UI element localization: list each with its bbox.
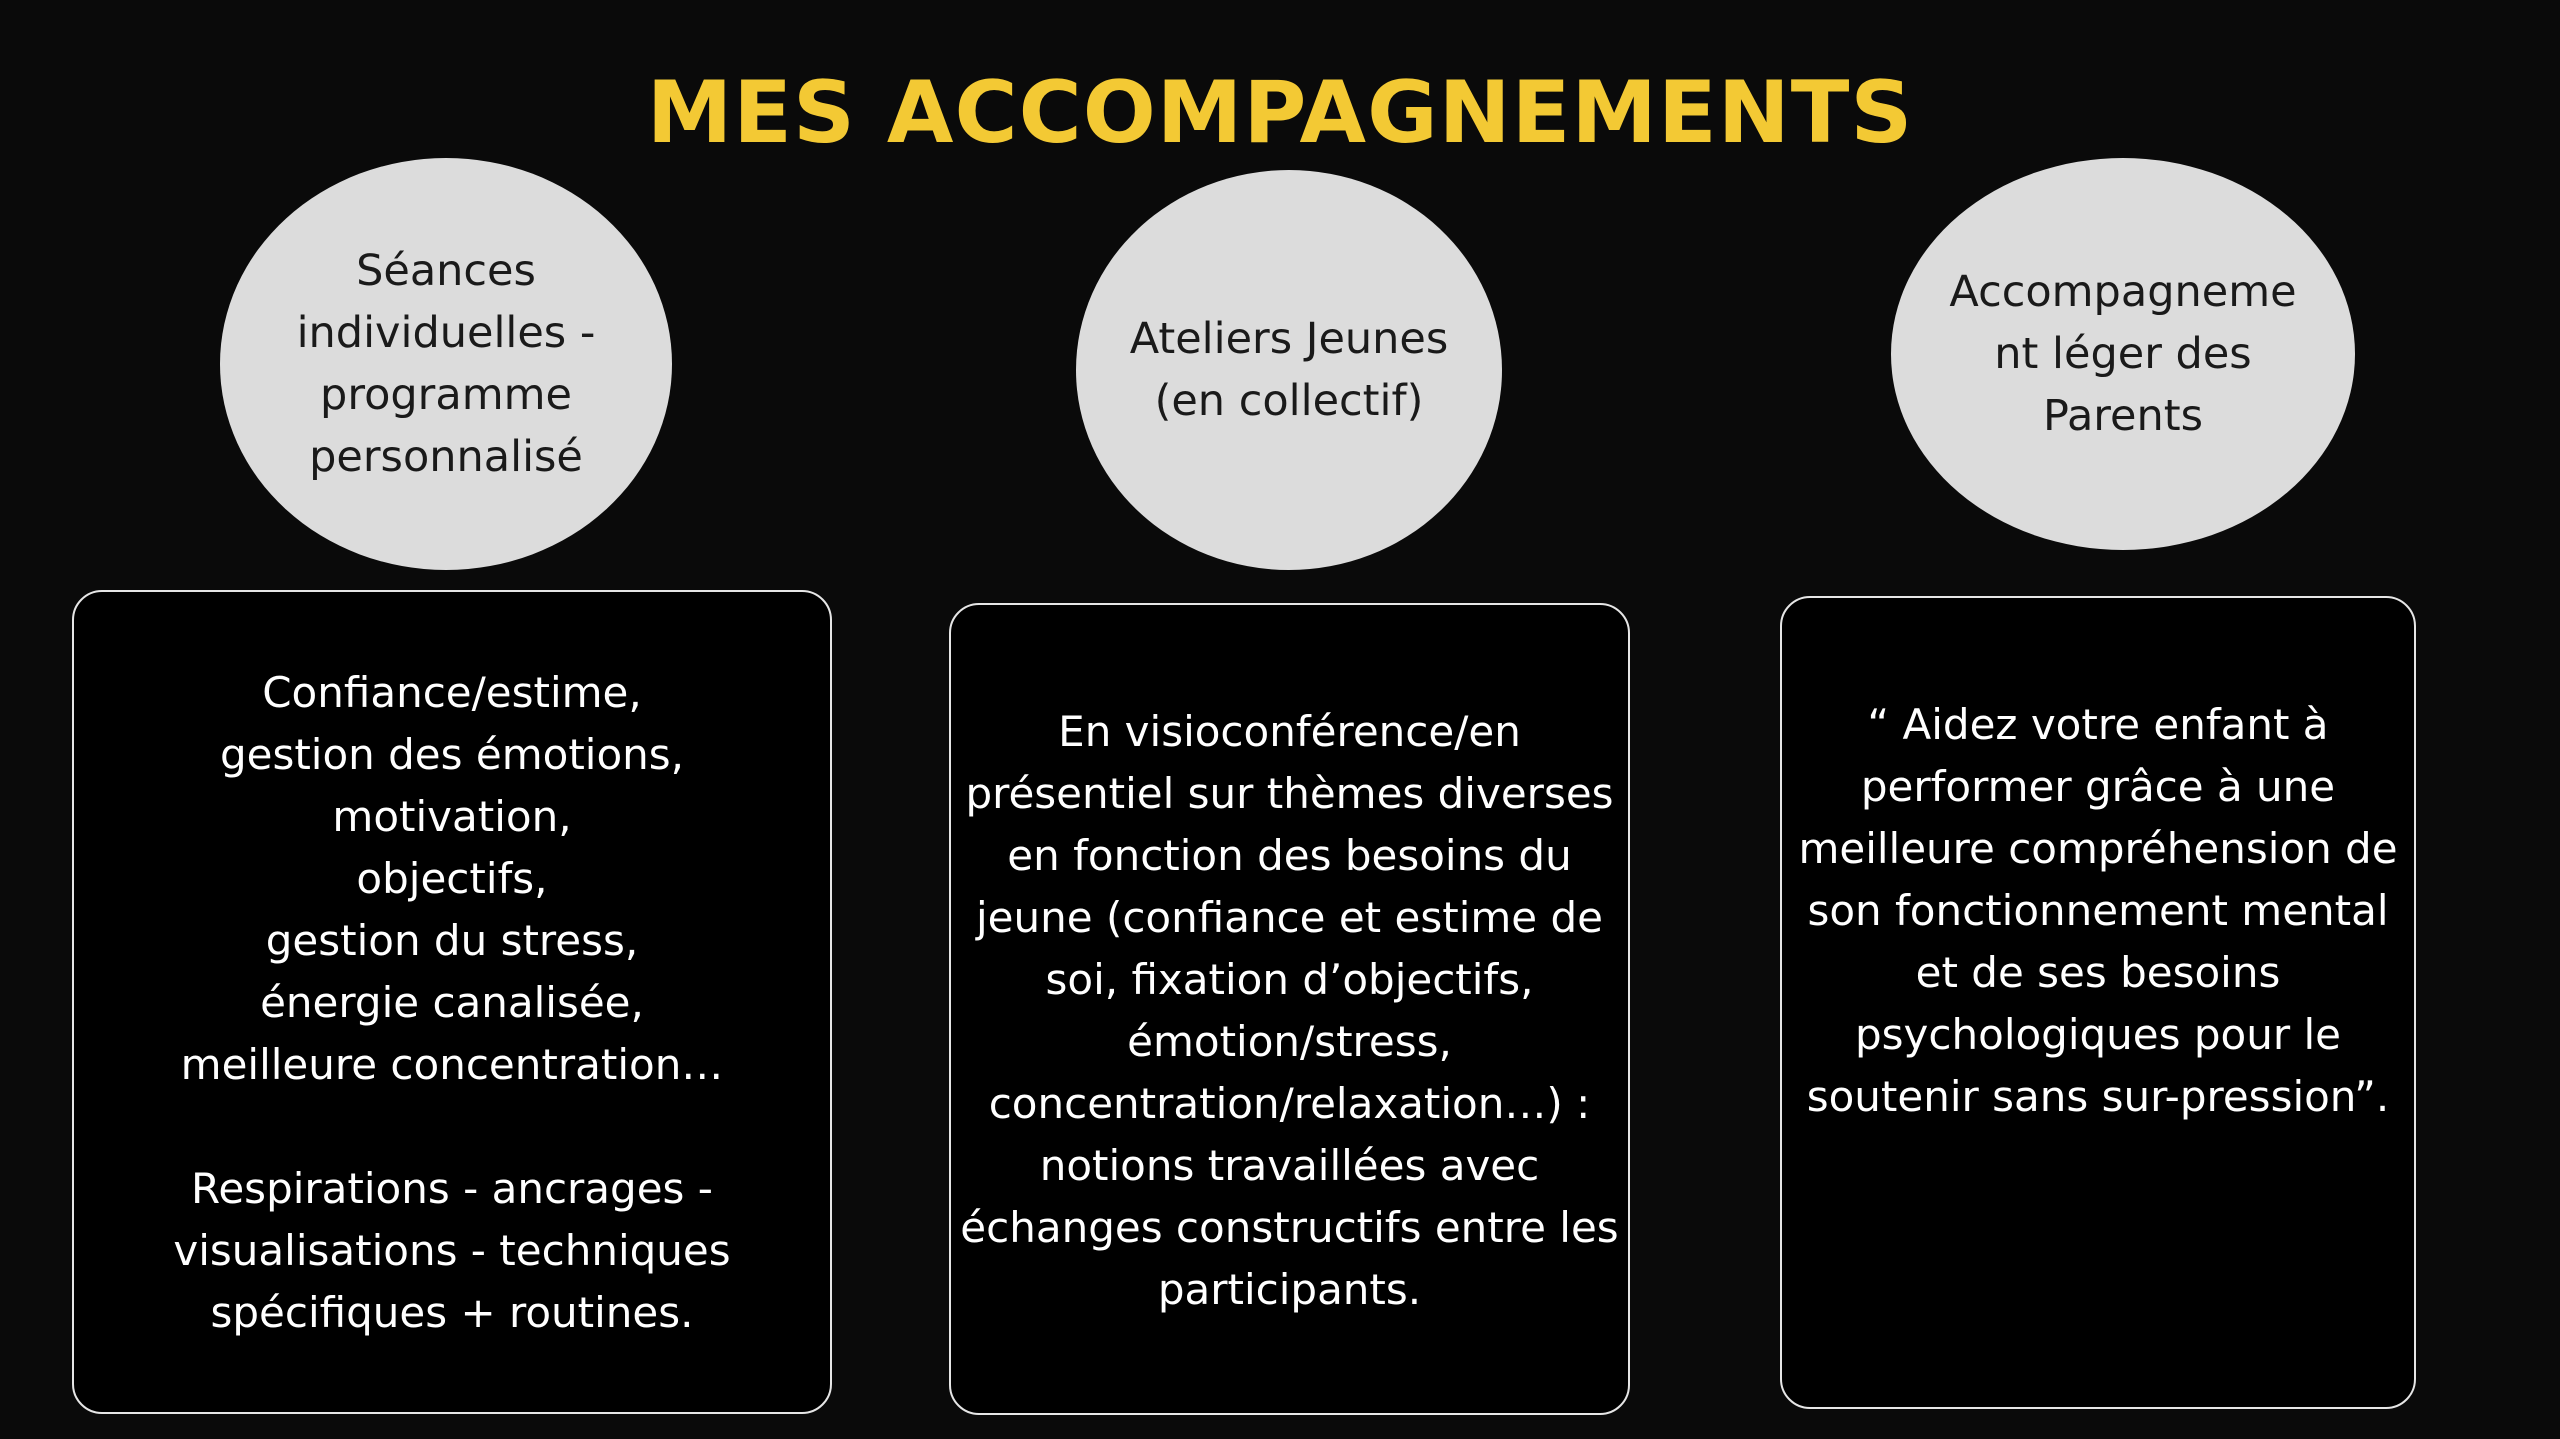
card-techniques: Respirations - ancrages - visualisations - techniques spécifiques + routines.	[173, 1164, 731, 1337]
card-youth-workshops	[949, 603, 1630, 1415]
card-details: “ Aidez votre enfant à performer grâce à une meilleure compréhension de son fonctionnement mental et de ses besoins psychologiques pour le soutenir sans sur-pression”.	[1798, 700, 2398, 1121]
card-details: En visioconférence/en présentiel sur thèmes diverses en fonction des besoins du jeune (confiance et estime de soi, fixation d’objectifs, émotion/stress, concentration/relaxation…) : notions travaillées avec échanges constructifs entre les participants.	[960, 707, 1619, 1314]
bubble-label: Accompagneme nt léger des Parents	[1949, 267, 2297, 441]
card-details: Confiance/estime, gestion des émotions, motivation, objectifs, gestion du stress, énergie canalisée, meilleure concentration…	[180, 668, 724, 1089]
page-title: MES ACCOMPAGNEMENTS	[646, 63, 1914, 163]
bubble-parent-support	[1891, 158, 2355, 550]
bubble-label: Ateliers Jeunes (en collectif)	[1129, 314, 1449, 426]
card-individual-sessions	[72, 590, 832, 1414]
bubble-individual-sessions	[220, 158, 672, 570]
bubble-youth-workshops	[1076, 170, 1502, 570]
card-parent-support	[1780, 596, 2416, 1409]
bubble-label: Séances individuelles - programme personnalisé	[296, 246, 596, 482]
